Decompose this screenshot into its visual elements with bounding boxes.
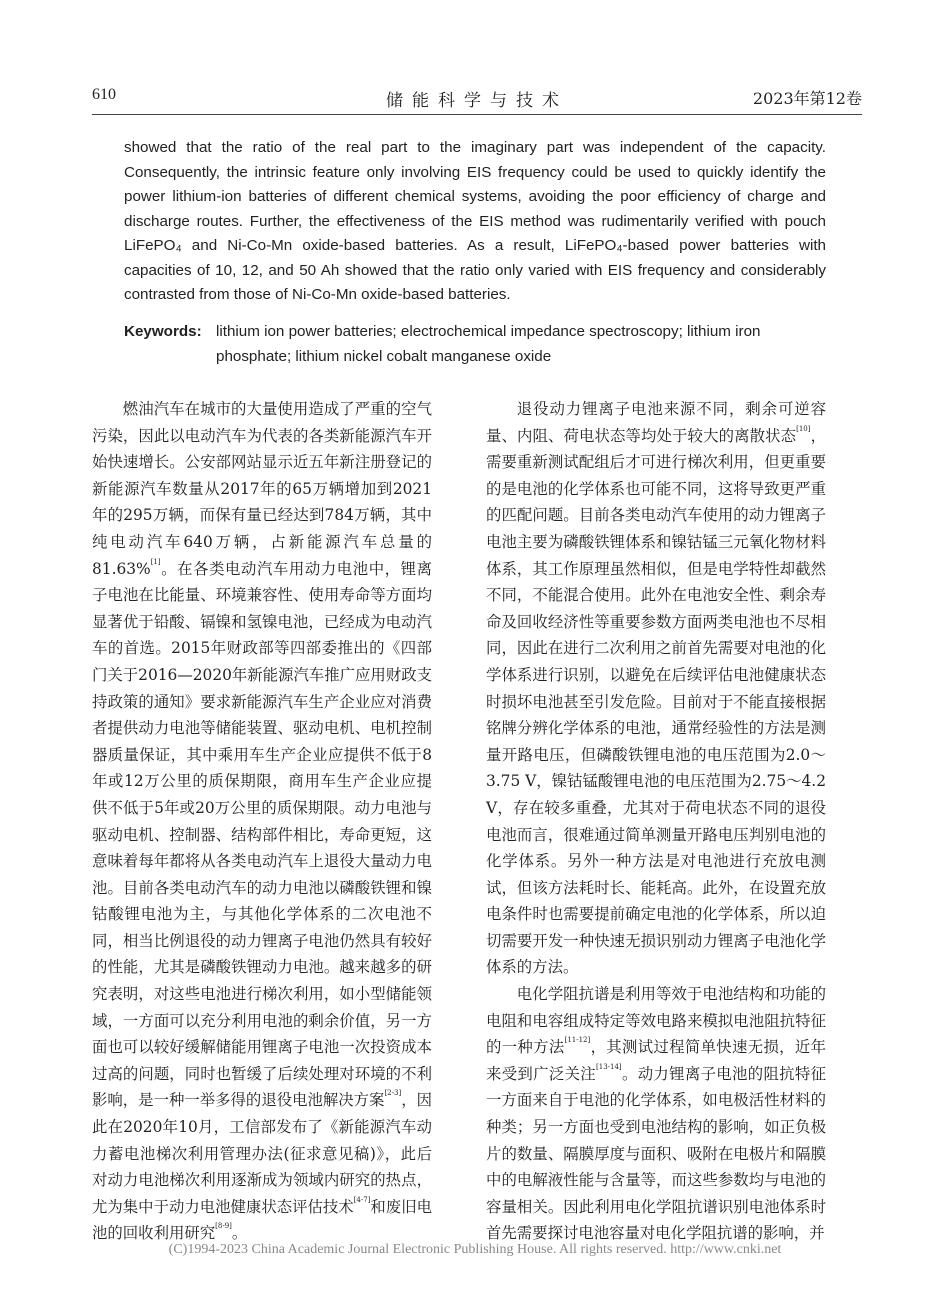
text-span: 燃油汽车在城市的大量使用造成了严重的空气污染，因此以电动汽车为代表的各类新能源汽车开始快速增长。公安部网站显示近五年新注册登记的新能源汽车数量从2017年的65万辆增加到2021年的295万辆，而保有量已经达到784万辆，其中纯电动汽车640万辆，占新能源汽车总量的81.63% [92, 400, 432, 578]
text-span: 退役动力锂离子电池来源不同，剩余可逆容量、内阻、荷电状态等均处于较大的离散状态 [486, 400, 826, 445]
text-span: 。在各类电动汽车用动力电池中，锂离子电池在比能量、环境兼容性、使用寿命等方面均显著优于铅酸、镉镍和氢镍电池，已经成为电动汽车的首选。2015年财政部等四部委推出的《四部门关于2016—2020年新能源汽车推广应用财政支持政策的通知》要求新能源汽车生产企业应对消费者提供动力电池等储能装置、驱动电机、电机控制器质量保证，其中乘用车生产企业应提供不低于8年或12万公里的质保期限，商用车生产企业应提供不低于5年或20万公里的质保期限。动力电池与驱动电机、控制器、结构部件相比，寿命更短，这意味着每年都将从各类电动汽车上退役大量动力电池。目前各类电动汽车的动力电池以磷酸铁锂和镍钴酸锂电池为主，与其他化学体系的二次电池不同，相当比例退役的动力锂离子电池仍然具有较好的性能，尤其是磷酸铁锂动力电池。越来越多的研究表明，对这些电池进行梯次利用，如小型储能领域，一方面可以充分利用电池的剩余价值，另一方面也可以较好缓解储能用锂离子电池一次投资成本过高的问题，同时也暂缓了后续处理对环境的不利影响，是一种一举多得的退役电池解决方案 [92, 559, 432, 1110]
abstract [124, 136, 826, 308]
citation: [1] [150, 557, 161, 566]
keywords-text: lithium ion power batteries; electrochemical impedance spectroscopy; lithium iron phosphate; lithium nickel cobalt manganese oxide [216, 323, 761, 365]
page-header [92, 86, 862, 116]
citation: [13-14] [596, 1062, 622, 1071]
page-number: 610 [92, 86, 116, 103]
keywords-label: Keywords: [124, 323, 202, 340]
text-span: ，因此在2020年10月，工信部发布了《新能源汽车动力蓄电池梯次利用管理办法(征求意见稿)》，此后对动力电池梯次利用逐渐成为领域内研究的热点，尤为集中于动力电池健康状态评估技术 [92, 1091, 432, 1216]
citation: [8-9] [215, 1222, 232, 1231]
copyright-footer: (C)1994-2023 China Academic Journal Electronic Publishing House. All rights reserved. http://www.cnki.net [168, 1242, 782, 1257]
citation: [4-7] [353, 1195, 371, 1204]
issue-info: 2023年第12卷 [752, 89, 862, 108]
text-span: 。动力锂离子电池的阻抗特征一方面来自于电池的化学体系，如电极活性材料的种类；另一方面也受到电池结构的影响，如正负极片的数量、隔膜厚度与面积、吸附在电极片和隔膜中的电解液性能与含量等，而这些参数均与电池的容量相关。因此利用电化学阻抗谱识别电池体系时首先需要探讨电池容量对电化学阻抗谱的影响，并 [486, 1064, 826, 1243]
header-rule [92, 114, 862, 115]
abstract-text: showed that the ratio of the real part to the imaginary part was independent of the capacity. Consequently, the intrinsic feature only involving EIS frequency could be used to quickly identify the power lithium-ion batteries of different chemical systems, avoiding the poor efficiency of charge and discharge routes. Further, the effectiveness of the EIS method was rudimentarily verified with pouch LiFePO₄ and Ni-Co-Mn oxide-based batteries. As a result, LiFePO₄-based power batteries with capacities of 10, 12, and 50 Ah showed that the ratio only varied with EIS frequency and considerably contrasted from those of Ni-Co-Mn oxide-based batteries. [124, 139, 826, 303]
paragraph-1 [92, 396, 432, 1247]
text-span: 。 [231, 1224, 248, 1243]
citation: [11-12] [564, 1036, 591, 1045]
left-column [92, 396, 432, 1247]
text-span: ，需要重新测试配组后才可进行梯次利用，但更重要的是电池的化学体系也可能不同，这将导致更严重的匹配问题。目前各类电动汽车使用的动力锂离子电池主要为磷酸铁锂体系和镍钴锰三元氧化物材料体系，其工作原理虽然相似，但是电学特性却截然不同，不能混合使用。此外在电池安全性、剩余寿命及回收经济性等重要参数方面两类电池也不尽相同，因此在进行二次利用之前首先需要对电池的化学体系进行识别，以避免在后续评估电池健康状态时损坏电池甚至引发危险。目前对于不能直接根据铭牌分辨化学体系的电池，通常经验性的方法是测量开路电压，但磷酸铁锂电池的电压范围为2.0～3.75 V，镍钴锰酸锂电池的电压范围为2.75～4.2 V，存在较多重叠，尤其对于荷电状态不同的退役电池而言，很难通过简单测量开路电压判别电池的化学体系。另外一种方法是对电池进行充放电测试，但该方法耗时长、能耗高。此外，在设置充放电条件时也需要提前确定电池的化学体系，所以迫切需要开发一种快速无损识别动力锂离子电池化学体系的方法。 [486, 426, 826, 977]
paragraph-3 [486, 981, 826, 1247]
text-span: ，其测试过程简单快速无损，近年来受到广泛关注 [486, 1038, 826, 1083]
text-span: 电化学阻抗谱是利用等效于电池结构和功能的电阻和电容组成特定等效电路来模拟电池阻抗特征的一种方法 [486, 985, 826, 1057]
right-column [486, 396, 826, 1247]
text-span: 和废旧电池的回收利用研究 [92, 1197, 432, 1243]
journal-title: 储能科学与技术 [386, 91, 568, 111]
citation: [2-3] [384, 1089, 402, 1098]
paragraph-2 [486, 396, 826, 981]
citation: [10] [796, 424, 811, 433]
